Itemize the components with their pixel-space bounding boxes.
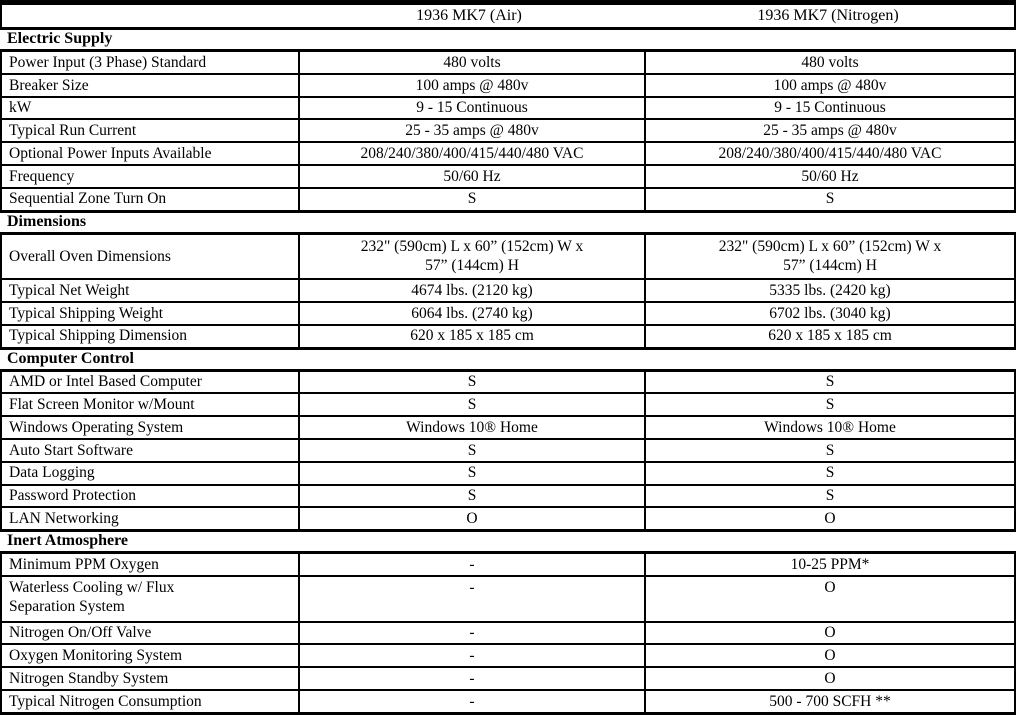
table-row	[2, 417, 1014, 440]
value-air: 6064 lbs. (2740 kg)	[298, 303, 644, 324]
value-nitrogen: S	[644, 372, 1014, 393]
value-air: 4674 lbs. (2120 kg)	[298, 280, 644, 301]
row-label: Breaker Size	[9, 76, 89, 94]
value-nitrogen: S	[644, 189, 1014, 210]
value-air: S	[298, 486, 644, 507]
value-nitrogen: O	[644, 577, 1014, 621]
value-nitrogen: 208/240/380/400/415/440/480 VAC	[644, 143, 1014, 164]
value-air: Windows 10® Home	[298, 417, 644, 438]
row-label: Power Input (3 Phase) Standard	[9, 53, 207, 71]
table-row	[2, 189, 1014, 213]
section-rows-dimensions	[0, 235, 1016, 350]
row-label: kW	[9, 99, 32, 117]
table-row	[2, 394, 1014, 417]
value-nitrogen: S	[644, 394, 1014, 415]
section-header-electric-supply: Electric Supply	[0, 30, 1016, 52]
value-air: -	[298, 554, 644, 575]
row-label: Nitrogen Standby System	[9, 669, 169, 687]
table-row	[2, 554, 1014, 577]
value-air: -	[298, 577, 644, 621]
value-line-1: 232" (590cm) L x 60” (152cm) W x	[718, 238, 942, 255]
table-row	[2, 166, 1014, 189]
value-air: S	[298, 189, 644, 210]
section-header-dimensions: Dimensions	[0, 213, 1016, 235]
value-air: 620 x 185 x 185 cm	[298, 326, 644, 347]
table-row	[2, 486, 1014, 509]
table-row	[2, 372, 1014, 395]
table-row	[2, 235, 1014, 281]
table-row	[2, 303, 1014, 326]
table-row	[2, 143, 1014, 166]
value-nitrogen: 5335 lbs. (2420 kg)	[644, 280, 1014, 301]
row-label	[2, 577, 298, 621]
value-air: S	[298, 394, 644, 415]
value-nitrogen: O	[644, 668, 1014, 689]
value-nitrogen: 620 x 185 x 185 cm	[644, 326, 1014, 347]
row-label: Password Protection	[9, 487, 137, 505]
table-row	[2, 326, 1014, 350]
row-label: Typical Run Current	[9, 122, 137, 140]
column-header-air: 1936 MK7 (Air)	[416, 7, 522, 24]
table-row	[2, 623, 1014, 646]
row-label: Windows Operating System	[9, 418, 184, 436]
value-line-2: 57” (144cm) H	[425, 257, 519, 275]
value-nitrogen	[644, 235, 1014, 279]
row-label: Optional Power Inputs Available	[9, 144, 212, 162]
value-nitrogen: 10-25 PPM*	[644, 554, 1014, 575]
header-spacer-cell	[2, 5, 296, 27]
value-air: 480 volts	[298, 52, 644, 73]
value-line-1: 232" (590cm) L x 60” (152cm) W x	[360, 238, 584, 255]
value-air: 100 amps @ 480v	[298, 75, 644, 96]
table-header-row	[0, 0, 1016, 30]
row-label: Overall Oven Dimensions	[9, 247, 171, 265]
row-label: Typical Shipping Weight	[9, 304, 164, 322]
row-label: Typical Nitrogen Consumption	[9, 692, 202, 710]
row-label: LAN Networking	[9, 510, 119, 528]
value-nitrogen: S	[644, 440, 1014, 461]
value-air: -	[298, 668, 644, 689]
value-nitrogen: 50/60 Hz	[644, 166, 1014, 187]
value-nitrogen: O	[644, 623, 1014, 644]
table-row	[2, 463, 1014, 486]
table-row	[2, 645, 1014, 668]
value-air: 208/240/380/400/415/440/480 VAC	[298, 143, 644, 164]
table-row	[2, 508, 1014, 532]
value-nitrogen: 9 - 15 Continuous	[644, 98, 1014, 119]
value-air: 50/60 Hz	[298, 166, 644, 187]
row-label: Oxygen Monitoring System	[9, 647, 183, 665]
value-air: 25 - 35 amps @ 480v	[298, 120, 644, 141]
table-row	[2, 120, 1014, 143]
row-label: Flat Screen Monitor w/Mount	[9, 396, 195, 414]
section-rows-computer-control	[0, 372, 1016, 533]
table-row	[2, 75, 1014, 98]
value-nitrogen: 100 amps @ 480v	[644, 75, 1014, 96]
row-label: Typical Shipping Dimension	[9, 327, 188, 345]
value-air: O	[298, 508, 644, 529]
table-row	[2, 577, 1014, 623]
table-row	[2, 280, 1014, 303]
row-label: Sequential Zone Turn On	[9, 190, 167, 208]
value-air: -	[298, 645, 644, 666]
row-label: Frequency	[9, 167, 75, 185]
value-nitrogen: Windows 10® Home	[644, 417, 1014, 438]
row-label: Auto Start Software	[9, 441, 133, 459]
section-rows-inert-atmosphere	[0, 554, 1016, 715]
section-header-inert-atmosphere: Inert Atmosphere	[0, 532, 1016, 554]
value-nitrogen: O	[644, 645, 1014, 666]
value-nitrogen: 25 - 35 amps @ 480v	[644, 120, 1014, 141]
value-air: 9 - 15 Continuous	[298, 98, 644, 119]
table-row	[2, 691, 1014, 715]
value-air: S	[298, 372, 644, 393]
value-nitrogen: S	[644, 486, 1014, 507]
value-nitrogen: O	[644, 508, 1014, 529]
value-air	[298, 235, 644, 279]
table-row	[2, 668, 1014, 691]
value-nitrogen: 500 - 700 SCFH **	[644, 691, 1014, 712]
row-label: Minimum PPM Oxygen	[9, 555, 159, 573]
label-line-2: Separation System	[9, 598, 125, 616]
row-label: Nitrogen On/Off Valve	[9, 624, 152, 642]
value-air: S	[298, 440, 644, 461]
table-row	[2, 52, 1014, 75]
value-air: S	[298, 463, 644, 484]
value-nitrogen: S	[644, 463, 1014, 484]
section-header-computer-control: Computer Control	[0, 350, 1016, 372]
row-label: Typical Net Weight	[9, 281, 130, 299]
row-label: AMD or Intel Based Computer	[9, 373, 202, 391]
value-line-2: 57” (144cm) H	[783, 257, 877, 275]
value-air: -	[298, 623, 644, 644]
table-row	[2, 440, 1014, 463]
value-air: -	[298, 691, 644, 712]
row-label: Data Logging	[9, 464, 95, 482]
label-line-1: Waterless Cooling w/ Flux	[9, 578, 175, 596]
column-header-nitrogen: 1936 MK7 (Nitrogen)	[757, 7, 899, 24]
section-rows-electric-supply	[0, 52, 1016, 213]
table-row	[2, 98, 1014, 121]
value-nitrogen: 480 volts	[644, 52, 1014, 73]
value-nitrogen: 6702 lbs. (3040 kg)	[644, 303, 1014, 324]
